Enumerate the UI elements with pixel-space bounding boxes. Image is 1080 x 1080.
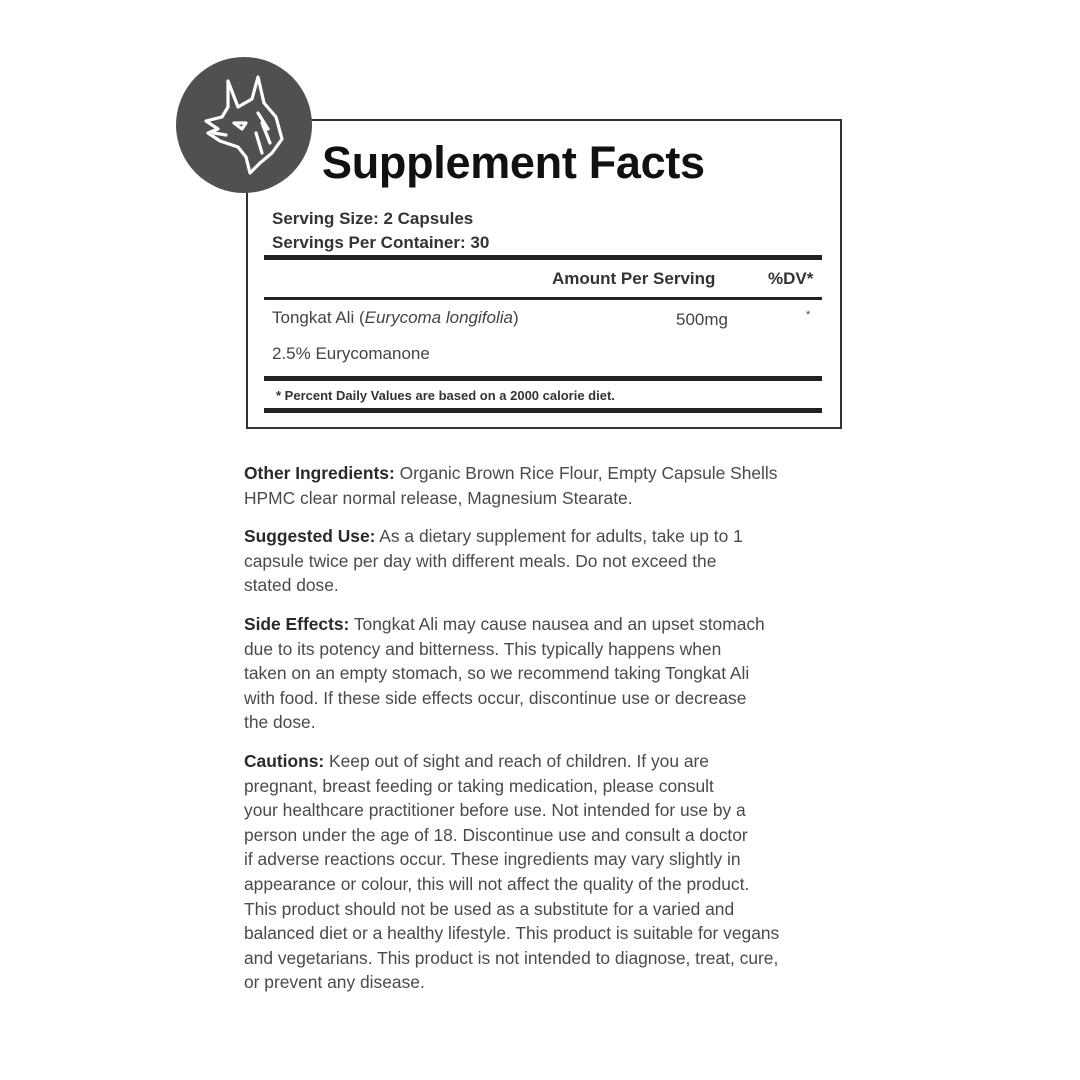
- servings-per-container: Servings Per Container: 30: [272, 233, 490, 252]
- wolf-head-icon: [198, 73, 290, 177]
- divider-thin: [264, 297, 822, 300]
- serving-size: Serving Size: 2 Capsules: [272, 209, 474, 228]
- ingredient-dv: *: [806, 309, 811, 321]
- divider-thick: [264, 376, 822, 381]
- section-label: Suggested Use:: [244, 526, 376, 547]
- serving-info: [272, 207, 489, 255]
- amount-per-serving-header: Amount Per Serving: [552, 269, 716, 288]
- ingredient-amount: 500mg: [676, 310, 728, 329]
- other-ingredients: Other Ingredients: Organic Brown Rice Flour, Empty Capsule Shells HPMC clear normal release, Magnesium Stearate.: [244, 463, 778, 508]
- facts-title: Supplement Facts: [322, 137, 705, 188]
- divider-thick: [264, 255, 822, 260]
- cautions: Cautions: Keep out of sight and reach of children. If you are pregnant, breast feeding or taking medication, please consult your healthcare practitioner before use. Not intended for use by a person under the age of 18. Discontinue use and consult a doctor if adverse reactions occur. These ingredients may vary slightly in appearance or colour, this will not affect the quality of the product. This product should not be used as a substitute for a varied and balanced diet or a healthy lifestyle. This product is suitable for vegans and vegetarians. This product is not intended to diagnose, treat, cure, or prevent any disease.: [244, 750, 780, 993]
- supplement-facts-panel: [246, 119, 842, 429]
- dv-header: %DV*: [768, 269, 814, 288]
- section-label: Side Effects:: [244, 613, 350, 634]
- divider-thick: [264, 408, 822, 413]
- product-info: [244, 461, 884, 1009]
- section-label: Other Ingredients:: [244, 463, 395, 483]
- wolf-logo-badge: [176, 57, 312, 193]
- side-effects: Side Effects: Tongkat Ali may cause nausea and an upset stomach due to its potency and bitterness. This typically happens when taken on an empty stomach, so we recommend taking Tongkat Ali with food. If these side effects occur, discontinue use or decrease the dose.: [244, 613, 765, 733]
- ingredient-name: Tongkat Ali (Eurycoma longifolia): [272, 308, 519, 327]
- section-label: Cautions:: [244, 750, 325, 771]
- ingredient-subline: 2.5% Eurycomanone: [272, 344, 430, 363]
- dv-footnote: * Percent Daily Values are based on a 2000 calorie diet.: [276, 388, 615, 403]
- suggested-use: Suggested Use: As a dietary supplement for adults, take up to 1 capsule twice per day with different meals. Do not exceed the stated dose.: [244, 526, 743, 596]
